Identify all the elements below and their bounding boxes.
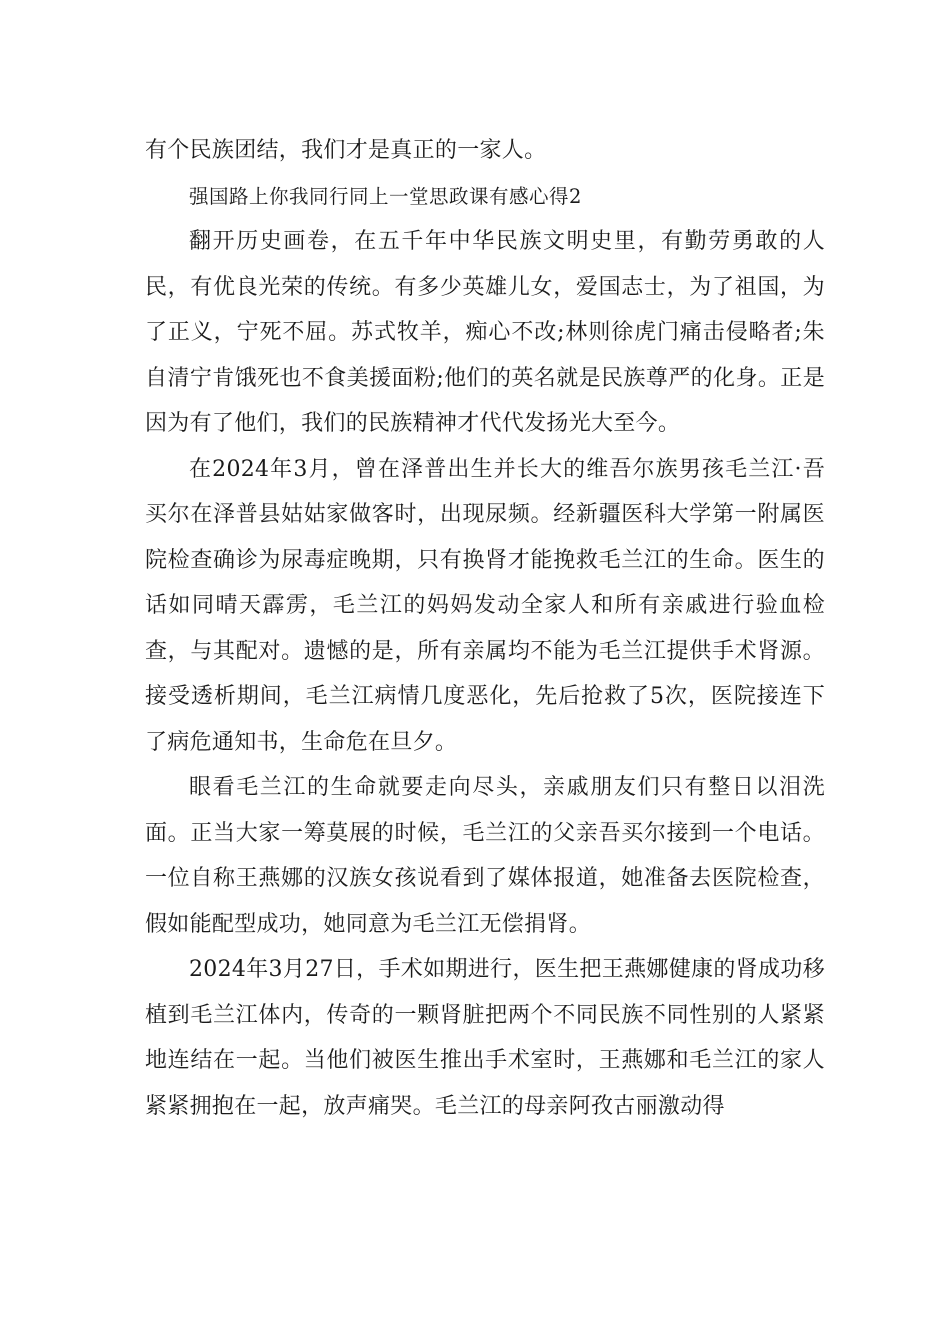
paragraph-history: 翻开历史画卷，在五千年中华民族文明史里，有勤劳勇敢的人民，有优良光荣的传统。有多少英雄儿女，爱国志士，为了祖国，为了正义，宁死不屈。苏式牧羊，痴心不改;林则徐虎门痛击侵略者;朱自清宁肯饿死也不食美援面粉;他们的英名就是民族尊严的化身。正是因为有了他们，我们的民族精神才代代发扬光大至今。 bbox=[145, 229, 825, 436]
paragraph-donor: 眼看毛兰江的生命就要走向尽头，亲戚朋友们只有整日以泪洗面。正当大家一筹莫展的时候，毛兰江的父亲吾买尔接到一个电话。一位自称王燕娜的汉族女孩说看到了媒体报道，她准备去医院检查，假如能配型成功，她同意为毛兰江无偿捐肾。 bbox=[145, 775, 825, 937]
paragraph-surgery: 2024年3月27日，手术如期进行，医生把王燕娜健康的肾成功移植到毛兰江体内，传奇的一颗肾脏把两个不同民族不同性别的人紧紧地连结在一起。当他们被医生推出手术室时，王燕娜和毛兰江的家人紧紧拥抱在一起，放声痛哭。毛兰江的母亲阿孜古丽激动得 bbox=[145, 957, 825, 1119]
lead-in-line: 有个民族团结，我们才是真正的一家人。 bbox=[145, 138, 547, 163]
section-heading: 强国路上你我同行同上一堂思政课有感心得2 bbox=[189, 184, 582, 208]
document-body bbox=[145, 128, 825, 1129]
paragraph-diagnosis: 在2024年3月，曾在泽普出生并长大的维吾尔族男孩毛兰江·吾买尔在泽普县姑姑家做客时，出现尿频。经新疆医科大学第一附属医院检查确诊为尿毒症晚期，只有换肾才能挽救毛兰江的生命。医生的话如同晴天霹雳，毛兰江的妈妈发动全家人和所有亲戚进行验血检查，与其配对。遗憾的是，所有亲属均不能为毛兰江提供手术肾源。接受透析期间，毛兰江病情几度恶化，先后抢救了5次，医院接连下了病危通知书，生命危在旦夕。 bbox=[145, 456, 825, 755]
